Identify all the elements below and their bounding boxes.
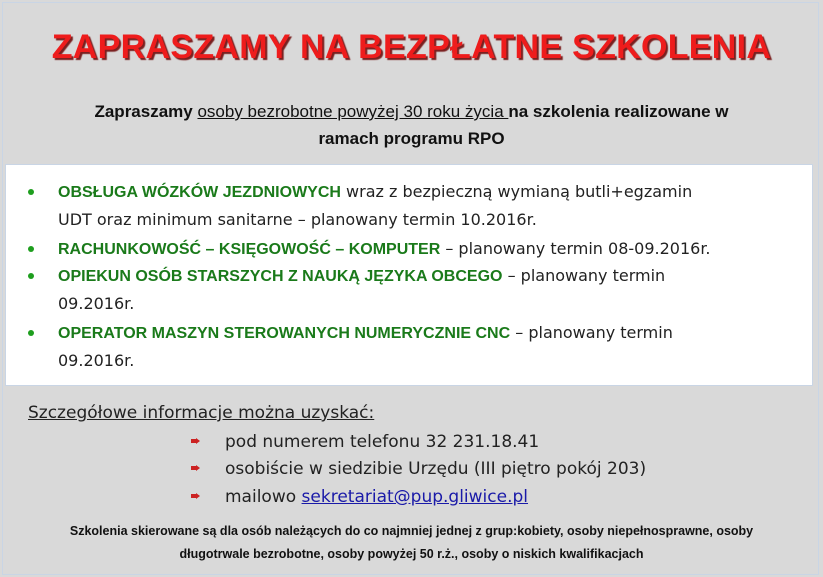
intro-target-group: osoby bezrobotne powyżej 30 roku życia — [197, 102, 509, 121]
course-name: OPERATOR MASZYN STEROWANYCH NUMERYCZNIE CNC — [58, 325, 511, 342]
course-details-line2: 09.2016r. — [58, 351, 135, 370]
course-details: – planowany termin — [510, 323, 673, 342]
green-bullet-icon — [28, 246, 34, 252]
red-arrow-bullet-icon — [191, 493, 200, 499]
phone-text: pod numerem telefonu 32 231.18.41 — [225, 432, 540, 452]
info-heading: Szczegółowe informacje można uzyskać: — [28, 403, 375, 423]
office-text: osobiście w siedzibie Urzędu (III piętro pokój 203) — [225, 459, 647, 479]
course-details-line2: 09.2016r. — [58, 294, 135, 313]
footer-line1: Szkolenia skierowane są dla osób należących do co najmniej jednej z grup:kobiety, osoby niepełnosprawne, osoby — [69, 524, 754, 538]
footer-note — [8, 520, 815, 566]
intro-line1-suffix: na szkolenia realizowane w — [508, 102, 729, 121]
email-link[interactable]: sekretariat@pup.gliwice.pl — [301, 487, 529, 507]
course-name: OBSŁUGA WÓZKÓW JEZDNIOWYCH — [58, 184, 341, 201]
course-details: wraz z bezpieczną wymianą butli+egzamin — [340, 182, 693, 201]
course-name: RACHUNKOWOŚĆ – KSIĘGOWOŚĆ – KOMPUTER — [58, 241, 441, 258]
course-name: OPIEKUN OSÓB STARSZYCH Z NAUKĄ JĘZYKA OBCEGO — [58, 268, 503, 285]
course-details: – planowany termin 08-09.2016r. — [440, 239, 711, 258]
red-arrow-bullet-icon — [191, 438, 200, 444]
courses-list — [5, 164, 813, 386]
footer-line2: długotrwale bezrobotne, osoby powyżej 50 r.ż., osoby o niskich kwalifikacjach — [179, 547, 644, 561]
green-bullet-icon — [28, 273, 34, 279]
intro-prefix: Zapraszamy — [94, 102, 198, 121]
course-details-line2: UDT oraz minimum sanitarne – planowany termin 10.2016r. — [58, 210, 537, 229]
green-bullet-icon — [28, 330, 34, 336]
intro-paragraph — [30, 98, 793, 152]
course-details: – planowany termin — [502, 266, 666, 285]
red-arrow-bullet-icon — [191, 465, 200, 471]
green-bullet-icon — [28, 189, 34, 195]
intro-line2: ramach programu RPO — [318, 129, 505, 148]
email-prefix: mailowo — [225, 487, 302, 507]
page-title: ZAPRASZAMY NA BEZPŁATNE SZKOLENIA — [51, 28, 772, 66]
